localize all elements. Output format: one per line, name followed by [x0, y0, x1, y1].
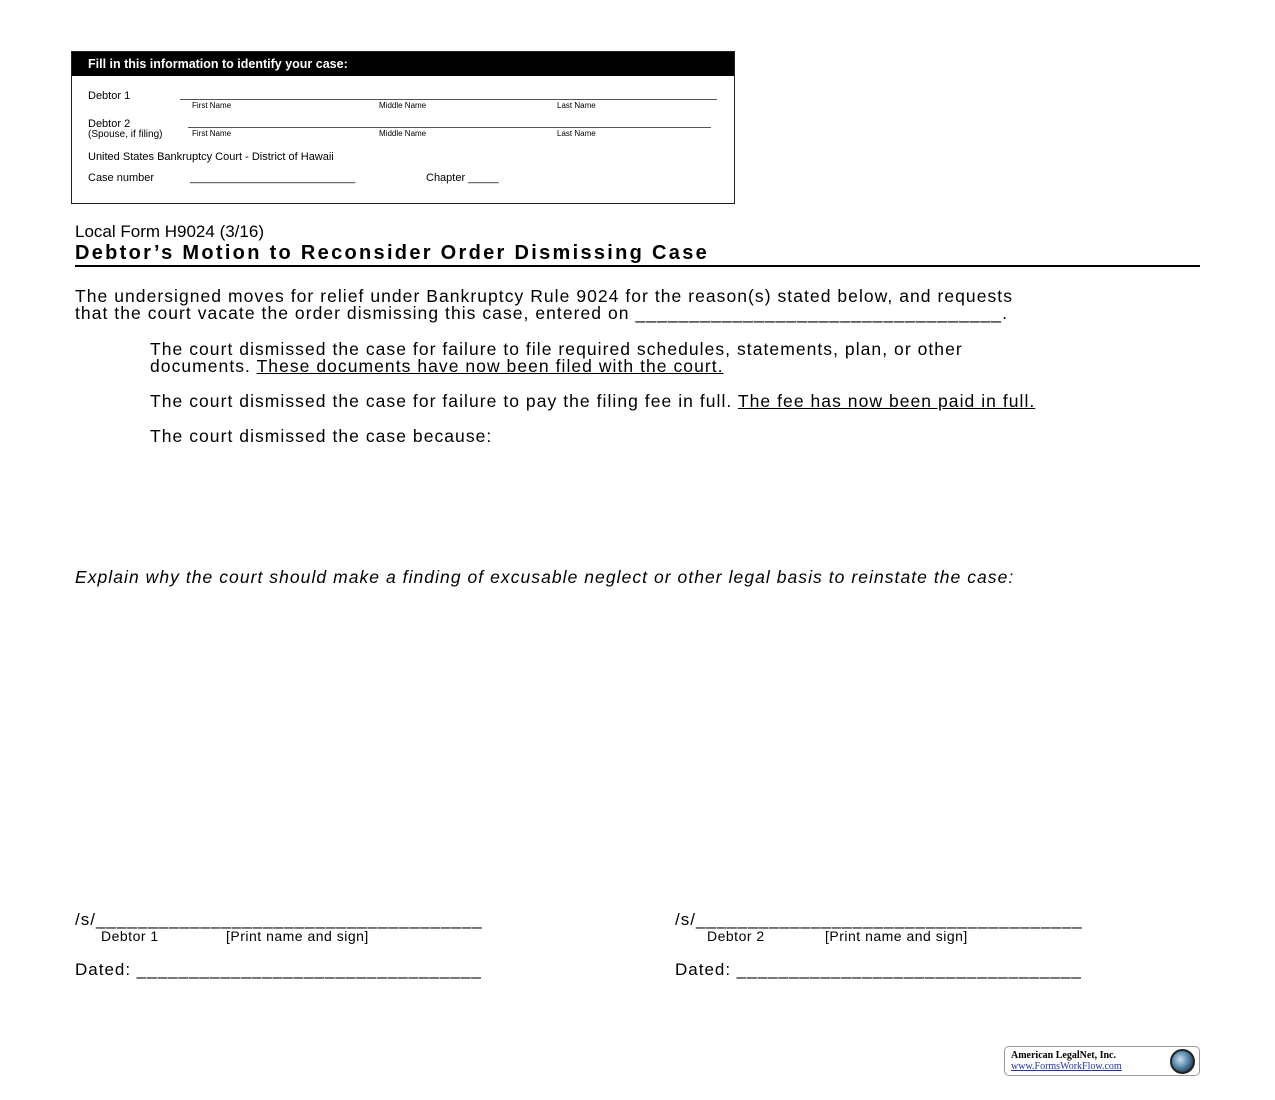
reason3: The court dismissed the case because:: [150, 426, 493, 446]
reason2-text: The court dismissed the case for failure to pay the filing fee in full.: [150, 391, 738, 411]
debtor2-label: Debtor 2: [88, 118, 131, 130]
intro-line1: The undersigned moves for relief under Bankruptcy Rule 9024 for the reason(s) stated below, and requests: [75, 286, 1014, 306]
intro-text: that the court vacate the order dismissing this case, entered on: [75, 303, 636, 323]
debtor1-signature-line[interactable]: /s/_____________________________________: [75, 910, 483, 929]
debtor2-dated-field[interactable]: Dated: _________________________________: [675, 960, 1082, 979]
case-number-label: Case number: [88, 172, 155, 184]
debtor2-name-field[interactable]: [188, 127, 711, 128]
debtor1-name-field[interactable]: [180, 99, 717, 100]
debtor1-middle-label: Middle Name: [379, 101, 427, 110]
dismissal-date-field[interactable]: __________________________________.: [635, 303, 1008, 323]
explain-text-area[interactable]: [75, 595, 1200, 895]
case-info-box: [71, 51, 735, 204]
explain-prompt: Explain why the court should make a finding of excusable neglect or other legal basis to reinstate the case:: [75, 567, 1015, 587]
debtor1-last-label: Last Name: [557, 101, 596, 110]
reason1-line2: [150, 356, 724, 377]
debtor1-dated-field[interactable]: Dated: _________________________________: [75, 960, 482, 979]
court-name: United States Bankruptcy Court - District of Hawaii: [88, 151, 334, 163]
case-info-header: Fill in this information to identify your case:: [72, 52, 734, 76]
debtor1-print-label: [Print name and sign]: [226, 928, 369, 944]
reason1-underlined: These documents have now been filed with the court.: [256, 356, 724, 376]
debtor2-signature-line[interactable]: /s/_____________________________________: [675, 910, 1083, 929]
reason2: [150, 391, 1035, 412]
chapter-field[interactable]: Chapter _____: [426, 172, 499, 184]
spouse-label: (Spouse, if filing): [88, 129, 163, 140]
debtor1-sig-label: Debtor 1: [101, 928, 159, 944]
debtor2-first-label: First Name: [192, 129, 232, 138]
case-number-field[interactable]: ___________________________: [190, 172, 356, 184]
logo-url-link[interactable]: www.FormsWorkFlow.com: [1011, 1061, 1122, 1072]
debtor1-label: Debtor 1: [88, 90, 131, 102]
debtor2-print-label: [Print name and sign]: [825, 928, 968, 944]
debtor1-first-label: First Name: [192, 101, 232, 110]
american-legalnet-logo: [1004, 1046, 1200, 1076]
debtor2-middle-label: Middle Name: [379, 129, 427, 138]
page-title: Debtor’s Motion to Reconsider Order Dismissing Case: [75, 242, 1200, 267]
intro-line2: [75, 303, 1008, 324]
reason1-line1: The court dismissed the case for failure to file required schedules, statements, plan, or other: [150, 339, 963, 359]
debtor2-sig-label: Debtor 2: [707, 928, 765, 944]
logo-company: American LegalNet, Inc.: [1011, 1050, 1116, 1061]
form-id: Local Form H9024 (3/16): [75, 222, 264, 241]
debtor2-last-label: Last Name: [557, 129, 596, 138]
reason2-underlined: The fee has now been paid in full.: [737, 391, 1036, 411]
reason3-text-area[interactable]: [150, 450, 1160, 550]
globe-icon: [1170, 1049, 1195, 1074]
reason1-text: documents.: [150, 356, 257, 376]
